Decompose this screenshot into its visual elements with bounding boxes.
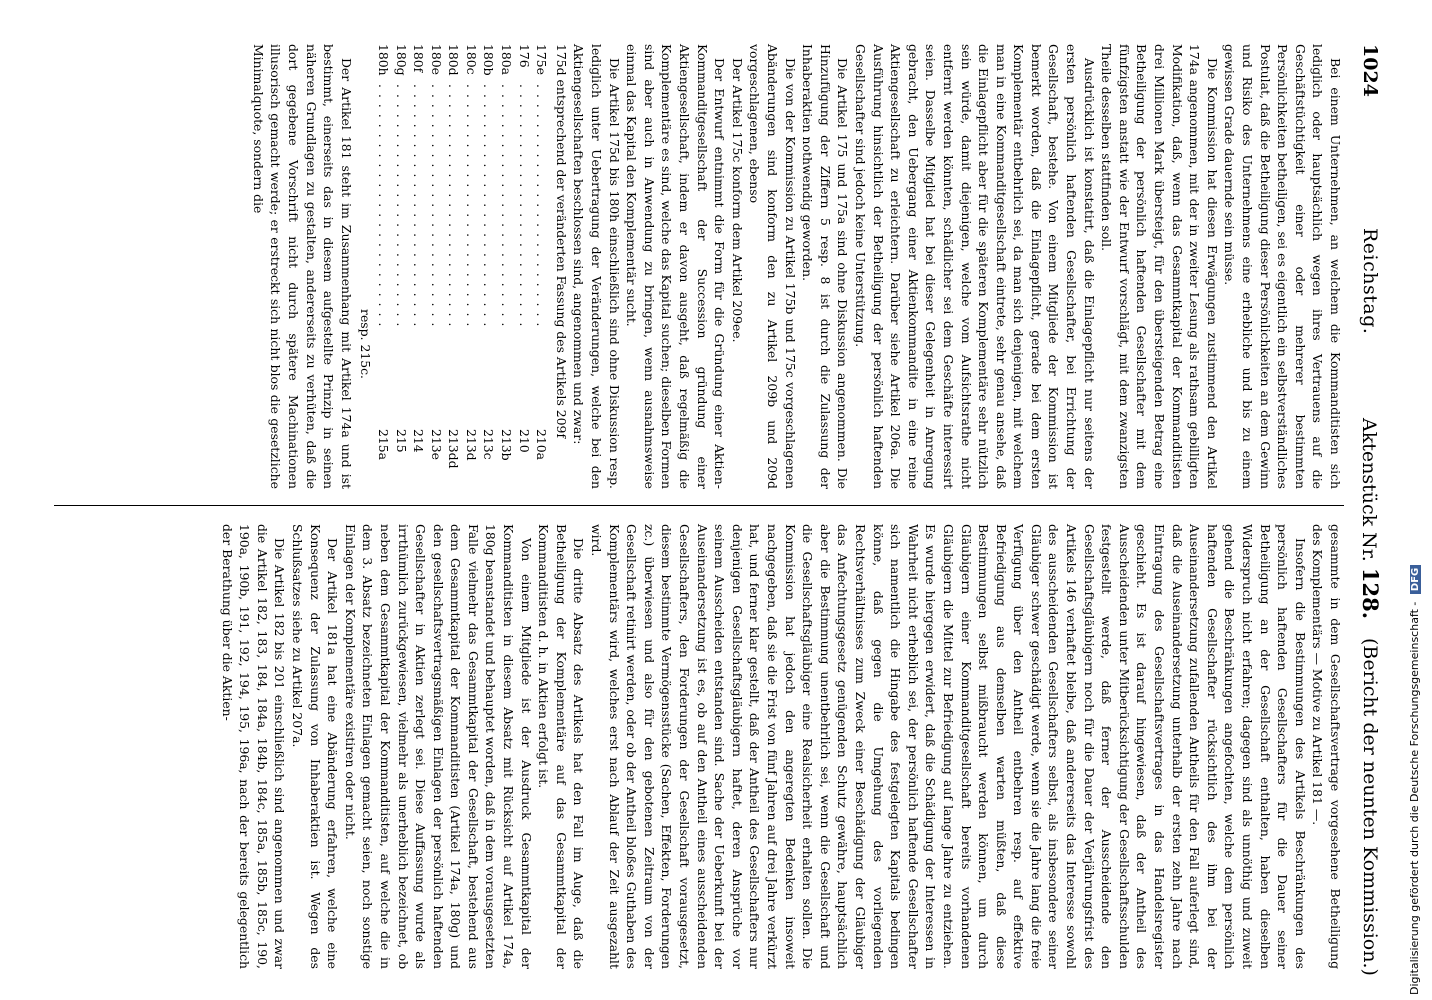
list-item [533, 44, 551, 489]
column-divider [54, 505, 1344, 506]
list-item-article: 180f [411, 44, 427, 73]
right-paragraph-5: Der Artikel 181a hat eine Abänderung erfahren, welche eine Konsequenz der Zulassung von Inhaberaktien ist. Wegen des Schlußsatzes siehe zu Artikel 207a. [289, 524, 341, 969]
list-item [462, 44, 480, 489]
left-paragraph-5: Die von der Kommission zu Artikel 175b und 175c vorgeschlagenen Abänderungen sind konform den zu Artikel 209b und 209d vorgeschlagenen, ebenso [747, 44, 798, 489]
list-item-leader: ......................... [534, 84, 550, 333]
list-item-article: 180b [481, 44, 497, 76]
list-item [374, 44, 392, 489]
list-item [498, 44, 516, 489]
list-item-article: 180e [428, 44, 444, 75]
article-correspondence-list [357, 44, 551, 489]
list-item-target: 213c [481, 429, 497, 460]
list-item-leader: ......................... [516, 84, 532, 333]
dfg-logo: DFG [1410, 565, 1421, 594]
credit-text: Digitalisierung gefördert durch die Deutsche Forschungsgemeinschaft - [1408, 601, 1421, 995]
right-paragraph-4: Von einem Mitgliede ist der Ausdruck Gesammtkapital der Kommanditisten in diesem Absatz mit Rücksicht auf Artikel 174a, 180g beanstandet und behauptet worden, daß in dem vorausgesetzten Falle vielmehr das Gesammtkapital der Gesellschaft, bestehend aus dem Gesammtkapital der Kommanditisten (Artikel 174a, 180g) und den gesellschaftsvertragsmäßigen Einlagen der persönlich haftenden Gesellschafter in Aktien zerlegt sei. Diese Auffassung wurde als irrthümlich zurückgewiesen, vielmehr als unerheblich bezeichnet, ob neben dem Gesammtkapital der Kommanditisten, auf welche die in dem 3. Absatz bezeichneten Einlagen gemacht seien, noch sonstige Einlagen der Komplementäre existiren oder nicht. [342, 524, 534, 969]
digitization-credit [1408, 15, 1421, 995]
list-item [515, 44, 533, 489]
list-item-article: 180d [446, 44, 462, 76]
list-item-leader: ......................... [393, 84, 409, 333]
list-item-leader: ......................... [463, 84, 479, 333]
list-item-article: 180c [463, 44, 479, 75]
list-item [445, 44, 463, 489]
article-list-intro: 175d entsprechend der veränderten Fassung des Artikels 209f [553, 44, 569, 439]
list-item-leader: ......................... [481, 84, 497, 333]
left-paragraph-8: Die Artikel 175d bis 180h einschließlich sind ohne Diskussion resp. lediglich unter Uebertragung der Veränderungen, welche bei den Aktiengesellschaften beschlossen sind, angenommen und zwar: [571, 44, 622, 489]
list-item-article: 175e [534, 44, 550, 75]
list-item-article: 180a [499, 44, 515, 76]
header-right-title: (Bericht der neunten Kommission.) [1359, 638, 1381, 976]
header-ref-number: 128. [1358, 567, 1383, 620]
right-paragraph-6: Die Artikel 182 bis 201 einschließlich sind angenommen und zwar die Artikel 182, 183, 184, 184a, 184b, 184c, 185a, 185b, 185c, 190, 190a, 190b, 191, 192, 194, 195, 196a, nach der bereits gelegentlich der Berathung über die Aktien- [219, 524, 288, 969]
header-ref-prefix: Aktenstück Nr. [1358, 418, 1380, 562]
list-tail: resp. 215c. [358, 309, 374, 379]
left-paragraph-2: Die Kommission hat diesen Erwägungen zustimmend den Artikel 174a angenommen, mit der in zweiter Lesung als rathsam gebilligten Modifikation, daß, wenn das Gesammtkapital der Kommanditisten drei Millionen Mark übersteigt, für den übersteigenden Betrag eine Betheiligung der persönlich haftenden Gesellschafter mit dem fünfzigsten anstatt wie der Entwurf vorschlägt, mit dem zwanzigsten Theile desselben stattfinden soll. [1099, 44, 1220, 489]
right-column [218, 524, 1344, 969]
left-paragraph-4: Die Artikel 175 und 175a sind ohne Diskussion angenommen. Die Hinzufügung der Ziffern 5 resp. 8 ist durch die Zulassung der Inhaberaktien nothwendig geworden. [800, 44, 851, 489]
list-item-target: 213dd [446, 429, 462, 469]
list-item-article: 180g [393, 44, 409, 76]
list-item-target: 213b [499, 429, 515, 461]
list-item [427, 44, 445, 489]
header-reference [1351, 418, 1388, 619]
left-paragraph-9: Der Artikel 181 steht im Zusammenhang mit Artikel 174a und ist bestimmt, einerseits das in diesem aufgestellte Prinzip in seinen näheren Grundlagen zu gestalten, andererseits zu verhüten, daß die dort gegebene Vorschrift nicht durch spätere Machinationen illusorisch gemacht werde; er erstreckt sich nicht blos die gesetzliche Minimalquote, sondern die [250, 44, 354, 489]
right-paragraph-3: Die dritte Absatz des Artikels hat den Fall im Auge, daß die Betheiligung der Komplementäre auf das Gesammtkapital der Kommanditisten d. h. in Aktien erfolgt ist. [536, 524, 587, 969]
list-item-article: 180h [375, 44, 391, 76]
list-item-article: 176 [516, 44, 532, 68]
left-paragraph-6: Der Artikel 175c konform dem Artikel 209ee. [729, 58, 745, 343]
left-paragraph-7: Der Entwurf entnimmt die Form für die Gründung einer Aktien-Kommanditgesellschaft der Succession gründung einer Aktiengesellschaft, indem er davon ausgeht, daß regelmäßig die Komplementäre es sind, welche das Kapital suchen; dieselben Formen sind aber auch in Anwendung zu bringen, wenn ausnahmsweise einmal das Kapital den Komplementär sucht. [624, 44, 728, 489]
right-paragraph-1: gesammte in dem Gesellschaftsvertrage vorgesehene Betheiligung des Komplementärs — Motive zu Artikel 181 —. [1310, 524, 1343, 969]
list-item-target: 210 [516, 429, 532, 453]
list-item [410, 44, 428, 489]
list-item-target: 213d [463, 429, 479, 461]
page-number: 1024 [1359, 44, 1381, 97]
list-item-target: 214 [411, 429, 427, 453]
left-paragraph-3: Ausdrücklich ist konstatirt, daß die Einlagepflicht nur seitens der ersten persönlich haftenden Gesellschafter, bei Errichtung der Gesellschaft, bestehe. Von einem Mitgliede der Kommission ist bemerkt worden, daß die Einlagepflicht, gerade bei dem ersten Komplementär entbehrlich sei, da man sich denjenigen, mit welchem man in eine Kommanditgesellschaft eintrete, sehr genau ansehe, daß die Einlagepflicht aber für die späteren Komplementäre sehr nützlich sein würde, damit diejenigen, welche vom Aufsichtsrathe nicht entfernt werden könnten, schädlicher sei dem Geschäfte interessirt seien. Dasselbe Mitglied hat bei dieser Gelegenheit in Anregung gebracht, den Uebergang einer Aktienkommandite in eine reine Aktiengesellschaft zu erleichtern. Darüber siehe Artikel 206a. Die Ausführung hinsichtlich der Betheiligung der persönlich haftenden Gesellschafter sind jedoch keine Unterstützung. [852, 44, 1097, 489]
list-item-target: 210a [534, 429, 550, 461]
rotated-page-content [43, 38, 1388, 978]
list-item-target: 215 [393, 429, 409, 453]
list-item [392, 44, 410, 489]
list-item-leader: ......................... [428, 84, 444, 333]
list-item-target: 215a [375, 429, 391, 461]
list-item-leader: ......................... [375, 84, 391, 333]
page-header [1352, 38, 1388, 978]
right-paragraph-2: Insofern die Bestimmungen des Artikels Beschränkungen des persönlich haftenden Gesellschafters für die Dauer seiner Betheiligung an der Gesellschaft enthalten, haben dieselben Widerspruch nicht erfahren; dagegen sind als unnöthig und zuweit gehend die Beschränkungen angefochten, welche dem persönlich haftenden Gesellschafter rücksichtlich des ihm bei der Auseinandersetzung zufallenden Antheils für den Fall auferlegt sind, daß die Auseinandersetzung unterhalb der ersten zehn Jahre nach Eintragung des Gesellschaftsvertrages in das Handelsregister geschieht. Es ist darauf hingewiesen, daß der Antheil des Ausscheidenden unter Mitberücksichtigung der Gesellschaftsschulden festgestellt werde, daß ferner der Ausscheidende den Gesellschaftsgläubigern noch für die Dauer der Verjährungsfrist des Artikels 146 verhaftet bleibe, daß andererseits das Interesse sowohl des ausscheidenden Gesellschafters selbst, als insbesondere seiner Gläubiger schwer geschädigt werde, wenn sie die Jahre lang die freie Verfügung über den Antheil entbehren resp. auf effektive Befriedigung aus demselben warten müßten, daß diese Bestimmungen selbst mißbraucht werden können, um durch Gläubigern einer Kommanditgesellschaft bereits vorhandenen Gläubigern die Mittel zur Befriedigung auf lange Jahre zu entziehen. Es wurde hiergegen erwidert, daß die Schädigung der Interessen in Wahrheit nicht erheblich sei, der persönlich haftende Gesellschafter sich namentlich die Hingabe des festgelegten Kapitals bedingen könne, daß gegen die Umgehung des vorliegenden Rechtsverhältnisses zum Zweck einer Beschädigung der Gläubiger das Anfechtungsgesetz genügenden Schutz gewähre, hauptsächlich aber die Bestimmung unentbehrlich sei, wenn die Gesellschaft und die Gesellschaftsgläubiger eine Realsicherheit erhalten sollen. Die Kommission hat jedoch den angeregten Bedenken insoweit nachgegeben, daß sie die Frist von fünf Jahren auf drei Jahre verkürzt hat, und ferner klar gestellt, daß der Antheil des Gesellschafters nur denjenigen Gesellschaftsgläubigern haftet, deren Ansprüche vor seinem Ausscheiden entstanden sind. Sache der Ueberkunft bei der Auseinandersetzung ist es, ob auf den Antheil eines ausscheidenden Gesellschafters, den Forderungen der Gesellschaft vorausgesetzt, diesem bestimmte Vermögensstücke (Sachen, Effekten, Forderungen zc.) überwiesen und also für den gebotenen Zeitraum von der Gesellschaft retinirt werden, oder ob der Antheil bloßes Guthaben des Komplementärs wird, welches erst nach Ablauf der Zeit ausgezahlt wird. [589, 524, 1308, 969]
list-item-target: 213e [428, 429, 444, 460]
list-item [480, 44, 498, 489]
left-paragraph-1: Bei einem Unternehmen, an welchem die Kommanditisten sich lediglich oder hauptsächlich wegen ihres Vertrauens auf die Geschäftstüchtigkeit einer oder mehrerer bestimmten Persönlichkeiten betheiligen, sei es eigentlich ein selbstverständliches Postulat, daß die Betheiligung dieser Persönlichkeiten an dem Gewinn und Risiko des Unternehmens eine erhebliche und bis zu einem gewissen Grade dauernde sein müsse. [1222, 44, 1343, 489]
list-item-leader: ......................... [499, 84, 515, 333]
left-column [249, 44, 1344, 489]
header-title: Reichstag. [1359, 228, 1381, 335]
list-item-leader: ......................... [411, 84, 427, 333]
list-item-leader: ......................... [446, 84, 462, 333]
